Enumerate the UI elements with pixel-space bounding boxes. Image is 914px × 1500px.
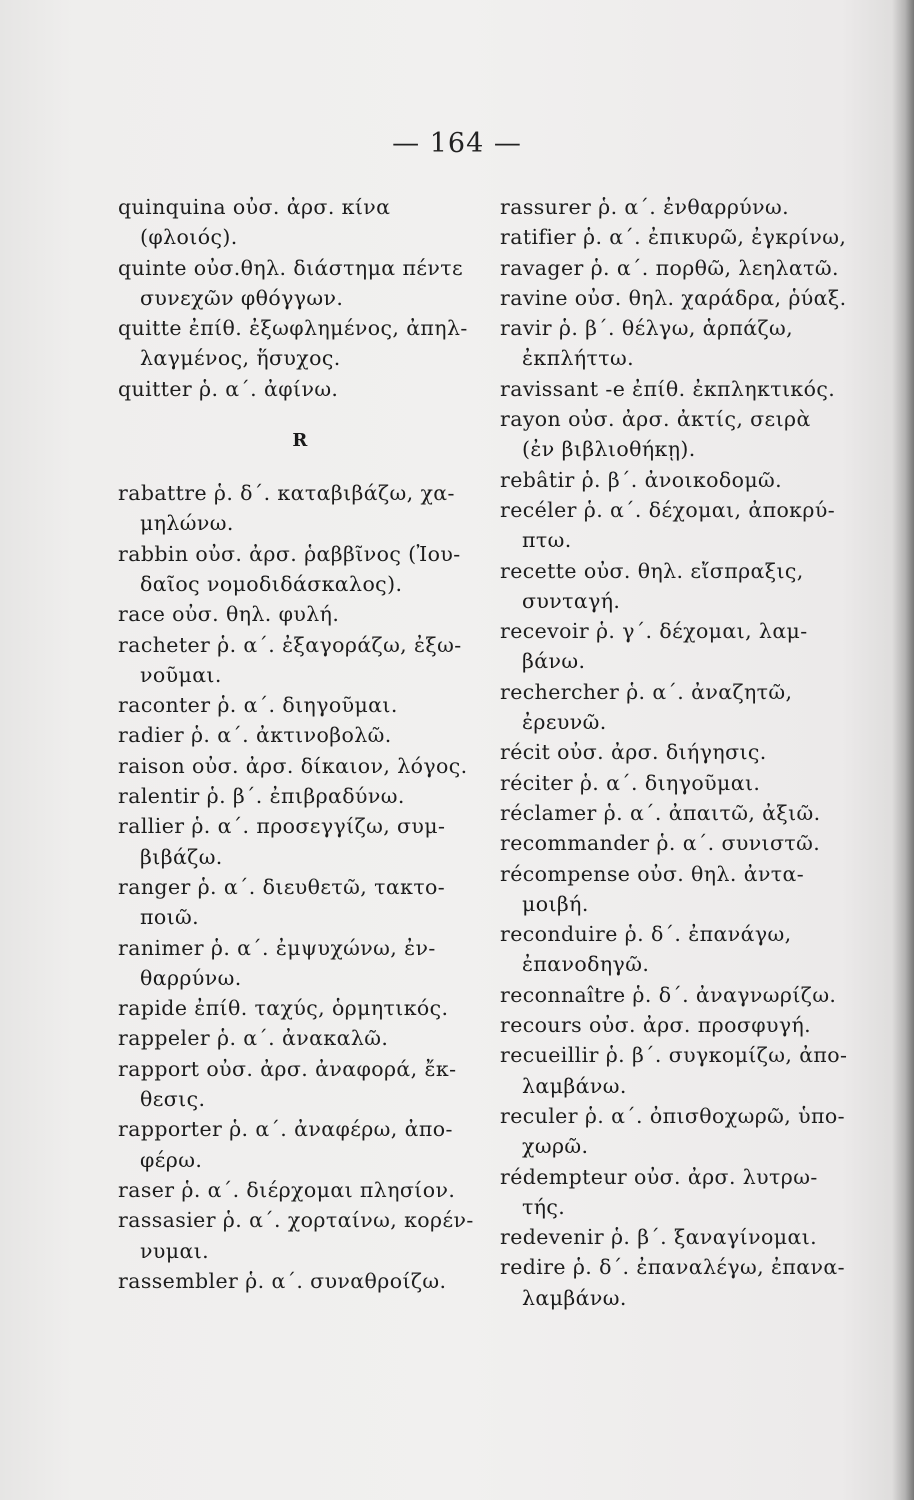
entry-continuation-line: συνταγή.	[522, 588, 621, 613]
dictionary-entry	[118, 872, 488, 933]
entry-line: rassembler ῥ. α΄. συναθροίζω.	[118, 1268, 447, 1293]
dictionary-entry	[118, 1266, 488, 1296]
entry-continuation-line: ἐκπλήττω.	[522, 346, 635, 371]
entry-line: rassasier ῥ. α΄. χορταίνω, κορέν-	[118, 1208, 474, 1233]
entry-line: rabattre ῥ. δ΄. καταβιβάζω, χα-	[118, 481, 455, 506]
entry-line: radier ῥ. α΄. ἀκτινοβολῶ.	[118, 723, 392, 748]
dictionary-entry	[500, 374, 860, 404]
dictionary-entry	[118, 690, 488, 720]
dictionary-entry	[500, 283, 860, 313]
left-entries-before	[118, 192, 488, 404]
dictionary-entry	[118, 1054, 488, 1115]
left-column	[118, 192, 488, 1296]
dictionary-entry	[500, 828, 860, 858]
dictionary-entry	[500, 919, 860, 980]
entry-line: rapport οὐσ. ἀρσ. ἀναφορά, ἔκ-	[118, 1056, 457, 1081]
entry-continuation-line: λαμβάνω.	[522, 1073, 627, 1098]
entry-line: récit οὐσ. ἀρσ. διήγησις.	[500, 740, 767, 765]
entry-line: race οὐσ. θηλ. φυλή.	[118, 602, 340, 627]
dictionary-entry	[500, 798, 860, 828]
entry-line: recours οὐσ. ἀρσ. προσφυγή.	[500, 1013, 812, 1038]
entry-line: rebâtir ῥ. β΄. ἀνοικοδομῶ.	[500, 467, 783, 492]
entry-line: quinte οὐσ.θηλ. διάστημα πέντε	[118, 255, 463, 280]
entry-line: recevoir ῥ. γ΄. δέχομαι, λαμ-	[500, 619, 808, 644]
dictionary-entry	[118, 1205, 488, 1266]
entry-continuation-line: μοιβή.	[522, 891, 589, 916]
dictionary-entry	[118, 1114, 488, 1175]
entry-line: raconter ῥ. α΄. διηγοῦμαι.	[118, 693, 398, 718]
entry-line: rayon οὐσ. ἀρσ. ἀκτίς, σειρὰ	[500, 407, 811, 432]
entry-continuation-line: βιβάζω.	[140, 844, 223, 869]
entry-line: ravir ῥ. β΄. θέλγω, ἁρπάζω,	[500, 316, 794, 341]
dictionary-entry	[500, 1252, 860, 1313]
dictionary-entry	[118, 599, 488, 629]
entry-line: ranger ῥ. α΄. διευθετῶ, τακτο-	[118, 874, 446, 899]
entry-line: ravine οὐσ. θηλ. χαράδρα, ῥύαξ.	[500, 285, 847, 310]
dictionary-entry	[500, 677, 860, 738]
entry-continuation-line: λαμβάνω.	[522, 1285, 627, 1310]
dictionary-entry	[118, 993, 488, 1023]
entry-continuation-line: θεσις.	[140, 1087, 206, 1112]
dictionary-entry	[500, 616, 860, 677]
dictionary-entry	[500, 1222, 860, 1252]
entry-continuation-line: ἐπανοδηγῶ.	[522, 952, 650, 977]
entry-line: rapide ἐπίθ. ταχύς, ὁρμητικός.	[118, 996, 449, 1021]
entry-line: ratifier ῥ. α΄. ἐπικυρῶ, ἐγκρίνω,	[500, 225, 847, 250]
entry-line: quitter ῥ. α΄. ἀφίνω.	[118, 376, 339, 401]
entry-continuation-line: νοῦμαι.	[140, 662, 222, 687]
dictionary-entry	[500, 465, 860, 495]
dictionary-entry	[500, 737, 860, 767]
entry-continuation-line: πτω.	[522, 528, 572, 553]
entry-line: recommander ῥ. α΄. συνιστῶ.	[500, 831, 821, 856]
dictionary-entry	[118, 933, 488, 994]
dictionary-entry	[500, 253, 860, 283]
entry-line: réclamer ῥ. α΄. ἀπαιτῶ, ἀξιῶ.	[500, 800, 821, 825]
entry-continuation-line: λαγμένος, ἥσυχος.	[140, 346, 341, 371]
dictionary-entry	[500, 859, 860, 920]
dictionary-entry	[500, 1040, 860, 1101]
dictionary-entry	[500, 768, 860, 798]
entry-continuation-line: φέρω.	[140, 1147, 203, 1172]
entry-line: quitte ἐπίθ. ἐξωφλημένος, ἀπηλ-	[118, 316, 468, 341]
right-entries	[500, 192, 860, 1313]
entry-line: reculer ῥ. α΄. ὀπισθοχωρῶ, ὑπο-	[500, 1103, 845, 1128]
dictionary-entry	[118, 478, 488, 539]
entry-line: rallier ῥ. α΄. προσεγγίζω, συμ-	[118, 814, 446, 839]
entry-line: ravager ῥ. α΄. πορθῶ, λεηλατῶ.	[500, 255, 839, 280]
entry-line: raison οὐσ. ἀρσ. δίκαιον, λόγος.	[118, 753, 468, 778]
dictionary-entry	[500, 404, 860, 465]
entry-line: raser ῥ. α΄. διέρχομαι πλησίον.	[118, 1177, 456, 1202]
entry-continuation-line: νυμαι.	[140, 1238, 210, 1263]
dictionary-entry	[500, 1010, 860, 1040]
dictionary-entry	[118, 1023, 488, 1053]
dictionary-entry	[500, 495, 860, 556]
entry-line: recéler ῥ. α΄. δέχομαι, ἀποκρύ-	[500, 497, 836, 522]
entry-line: rapporter ῥ. α΄. ἀναφέρω, ἀπο-	[118, 1117, 453, 1142]
entry-line: ranimer ῥ. α΄. ἐμψυχώνω, ἐν-	[118, 935, 436, 960]
entry-line: quinquina οὐσ. ἀρσ. κίνα	[118, 195, 391, 219]
entry-line: redevenir ῥ. β΄. ξαναγίνομαι.	[500, 1225, 818, 1250]
entry-continuation-line: ποιῶ.	[140, 905, 200, 930]
dictionary-entry	[118, 313, 488, 374]
entry-continuation-line: συνεχῶν φθόγγων.	[140, 285, 344, 310]
entry-continuation-line: (φλοιός).	[140, 225, 238, 250]
page-number: — 164 —	[392, 128, 522, 159]
left-entries-after	[118, 478, 488, 1296]
entry-line: racheter ῥ. α΄. ἐξαγοράζω, ἐξω-	[118, 632, 462, 657]
page-edge-shadow	[892, 0, 914, 1500]
dictionary-entry	[118, 374, 488, 404]
entry-continuation-line: ἐρευνῶ.	[522, 710, 607, 735]
dictionary-entry	[118, 539, 488, 600]
dictionary-entry	[500, 1101, 860, 1162]
entry-continuation-line: βάνω.	[522, 649, 586, 674]
dictionary-entry	[118, 253, 488, 314]
dictionary-entry	[118, 720, 488, 750]
entry-continuation-line: (ἐν βιβλιοθήκῃ).	[522, 437, 696, 462]
right-column	[500, 192, 860, 1313]
dictionary-entry	[500, 313, 860, 374]
entry-line: rédempteur οὐσ. ἀρσ. λυτρω-	[500, 1164, 818, 1189]
entry-line: reconnaître ῥ. δ΄. ἀναγνωρίζω.	[500, 982, 837, 1007]
entry-line: redire ῥ. δ΄. ἐπαναλέγω, ἐπανα-	[500, 1255, 845, 1280]
dictionary-entry	[118, 751, 488, 781]
entry-continuation-line: δαῖος νομοδιδάσκαλος).	[140, 571, 403, 596]
entry-line: recueillir ῥ. β΄. συγκομίζω, ἀπο-	[500, 1043, 848, 1068]
dictionary-entry	[500, 1162, 860, 1223]
entry-line: reconduire ῥ. δ΄. ἐπανάγω,	[500, 922, 792, 947]
entry-line: récompense οὐσ. θηλ. ἀντα-	[500, 861, 805, 886]
section-letter: R	[292, 430, 308, 452]
entry-line: rabbin οὐσ. ἀρσ. ῥαββῖνος (Ἰου-	[118, 541, 461, 566]
entry-continuation-line: τής.	[522, 1194, 566, 1219]
entry-line: recette οὐσ. θηλ. εἴσπραξις,	[500, 558, 804, 583]
dictionary-entry	[118, 1175, 488, 1205]
entry-continuation-line: χωρῶ.	[522, 1134, 589, 1159]
dictionary-entry	[118, 192, 488, 253]
entry-continuation-line: θαρρύνω.	[140, 965, 242, 990]
dictionary-entry	[118, 630, 488, 691]
entry-line: réciter ῥ. α΄. διηγοῦμαι.	[500, 770, 761, 795]
dictionary-entry	[118, 781, 488, 811]
dictionary-entry	[500, 222, 860, 252]
dictionary-entry	[118, 811, 488, 872]
dictionary-entry	[500, 192, 860, 222]
entry-line: ralentir ῥ. β΄. ἐπιβραδύνω.	[118, 784, 405, 809]
entry-continuation-line: μηλώνω.	[140, 511, 234, 536]
entry-line: rassurer ῥ. α΄. ἐνθαρρύνω.	[500, 195, 790, 219]
dictionary-entry	[500, 980, 860, 1010]
entry-line: ravissant -e ἐπίθ. ἐκπληκτικός.	[500, 376, 836, 401]
entry-line: rappeler ῥ. α΄. ἀνακαλῶ.	[118, 1026, 389, 1051]
entry-line: rechercher ῥ. α΄. ἀναζητῶ,	[500, 679, 793, 704]
dictionary-entry	[500, 556, 860, 617]
